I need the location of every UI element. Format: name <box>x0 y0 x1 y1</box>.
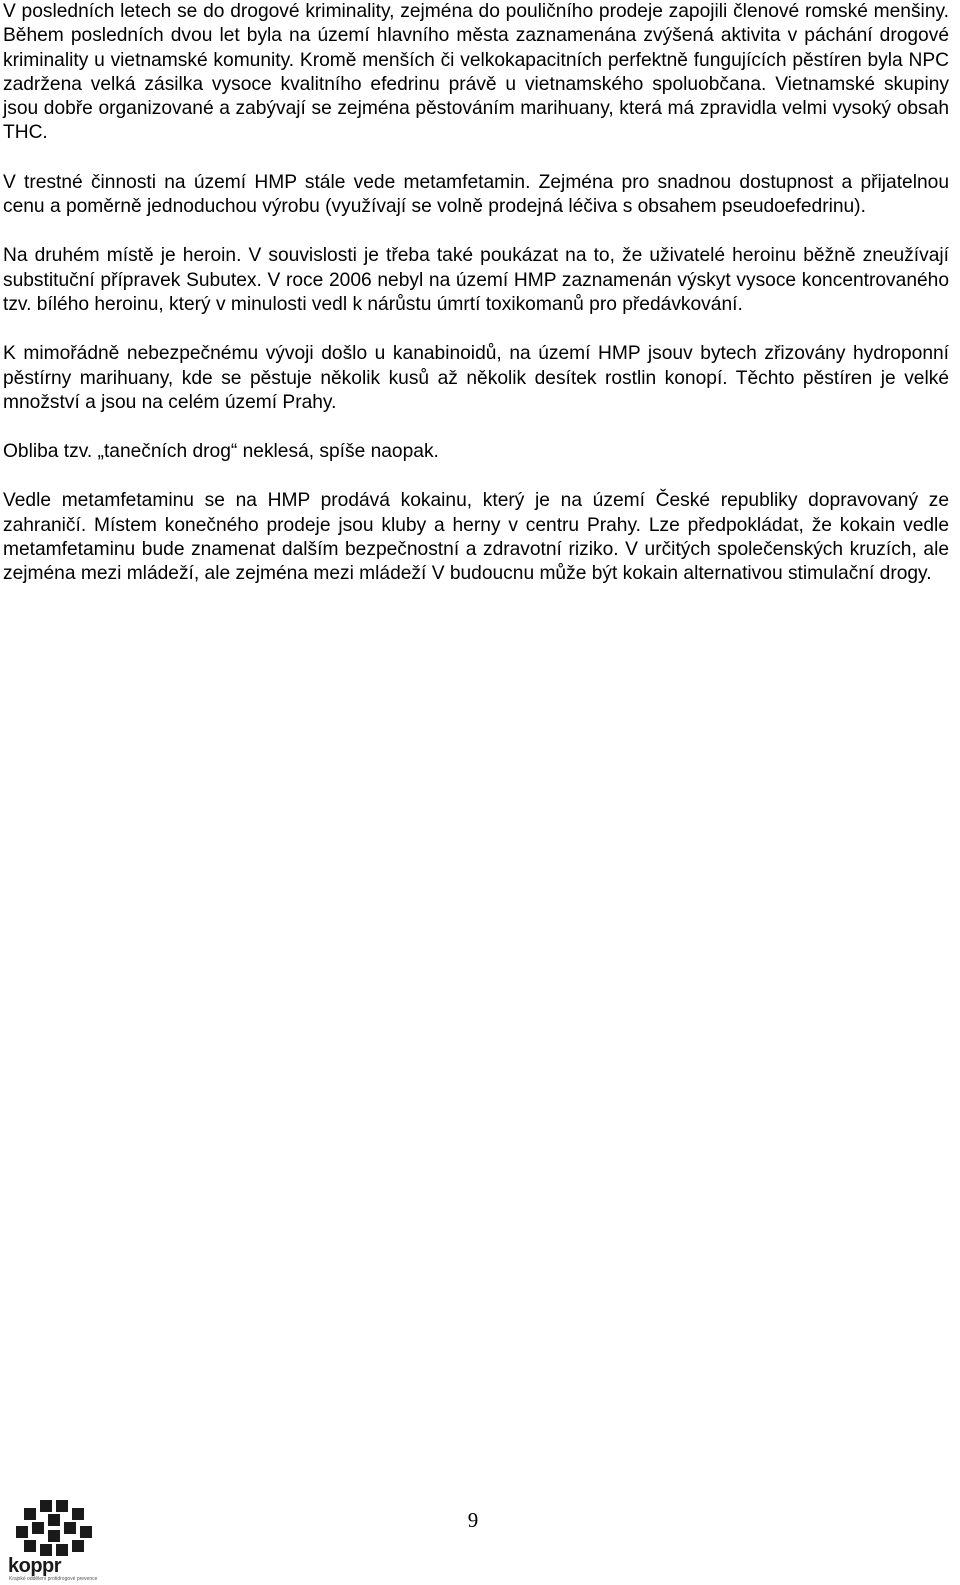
paragraph-cannabinoids: K mimořádně nebezpečnému vývoji došlo u kanabinoidů, na území HMP jsouv bytech zřizovány hydroponní pěstírny marihuany, kde se pěstuje několik kusů až několik desítek rostlin konopí. Těchto pěstíren je velké množství a jsou na celém území Prahy. <box>3 343 949 413</box>
page-number: 9 <box>467 1508 479 1532</box>
paragraph-methamphetamine: V trestné činnosti na území HMP stále vede metamfetamin. Zejména pro snadnou dostupnost a přijatelnou cenu a poměrně jednoduchou výrobu (využívají se volně prodejná léčiva s obsahem pseudoefedrinu). <box>3 171 949 218</box>
paragraph-heroin: Na druhém místě je heroin. V souvislosti je třeba také poukázat na to, že uživatelé heroinu běžně zneužívají substituční přípravek Subutex. V roce 2006 nebyl na území HMP zaznamenán výskyt vysoce koncentrovaného tzv. bílého heroinu, který v minulosti vedl k nárůstu úmrtí toxikomanů pro předávkování. <box>3 245 949 315</box>
document-body <box>0 0 949 612</box>
logo-text: koppr <box>8 1555 62 1577</box>
paragraph-dance-drugs: Obliba tzv. „tanečních drog“ neklesá, spíše naopak. <box>3 441 439 463</box>
paragraph-drug-crime-minorities: V posledních letech se do drogové kriminality, zejména do pouličního prodeje zapojili členové romské menšiny. Během posledních dvou let byla na území hlavního města zaznamenána zvýšená aktivita v páchání drogové kriminality u vietnamské komunity. Kromě menších či velkokapacitních perfektně fungujících pěstíren byla NPC zadržena velká zásilka vysoce kvalitního efedrinu právě u vietnamského spoluobčana. Vietnamské skupiny jsou dobře organizované a zabývají se zejména pěstováním marihuany, která má zpravidla velmi vysoký obsah THC. <box>3 1 949 144</box>
paragraph-cocaine: Vedle metamfetaminu se na HMP prodává kokainu, který je na území České republiky dopravovaný ze zahraničí. Místem konečného prodeje jsou kluby a herny v centru Prahy. Lze předpokládat, že kokain vedle metamfetaminu bude znamenat dalším bezpečnostní a zdravotní riziko. V určitých společenských kruzích, ale zejména mezi mládeží, ale zejména mezi mládeží V budoucnu může být kokain alternativou stimulační drogy. <box>3 490 949 585</box>
logo-subtitle: Krajské oddělení protidrogové prevence <box>9 1576 98 1582</box>
